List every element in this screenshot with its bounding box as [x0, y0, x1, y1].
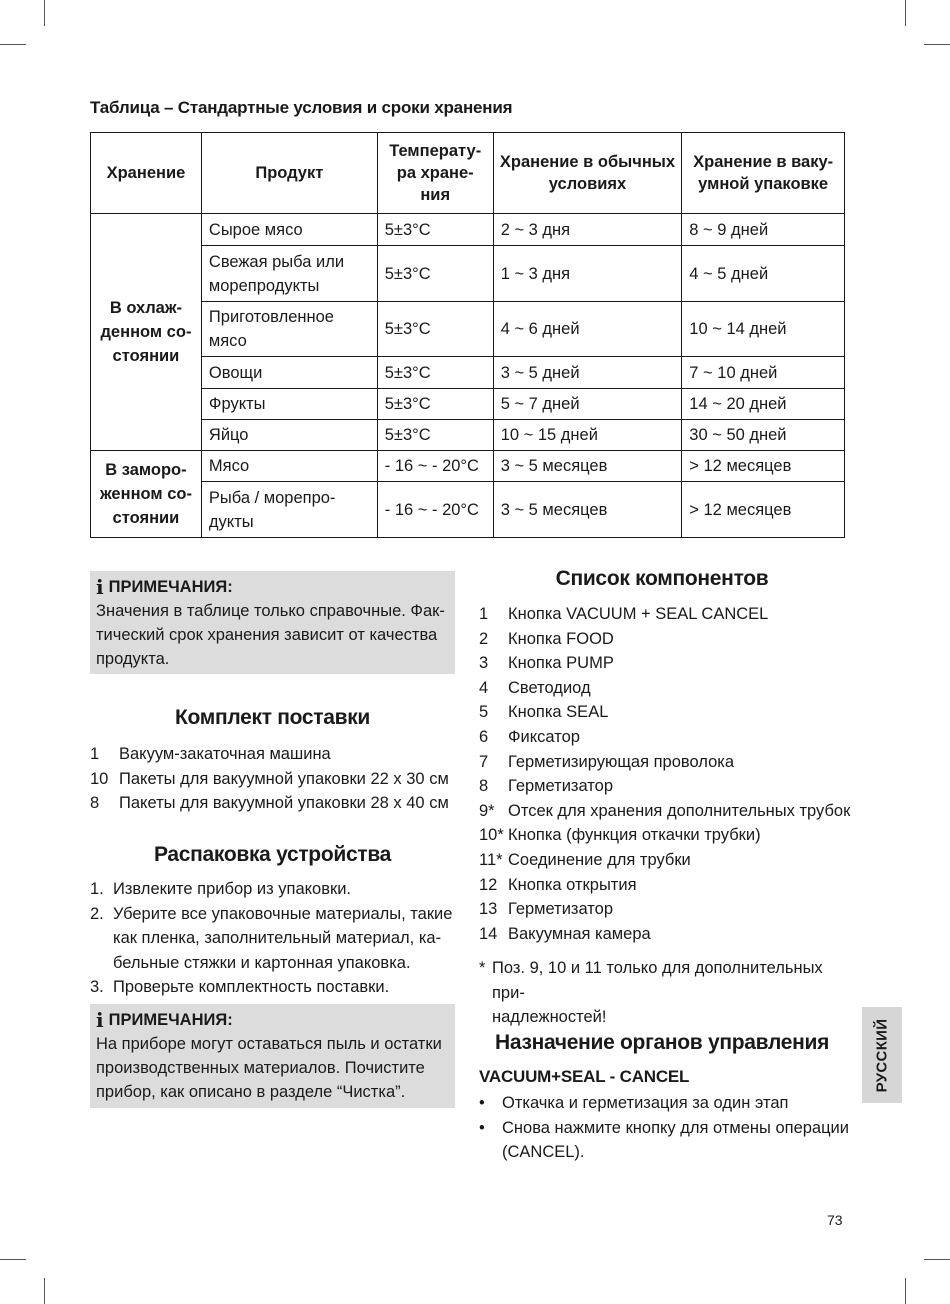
note-box	[90, 571, 455, 674]
cell-product: Свежая рыба или морепродукты	[201, 246, 377, 302]
cell-temp: 5±3°C	[377, 246, 493, 302]
list-item: 13 Герметизатор	[479, 900, 614, 919]
table-row	[91, 357, 845, 389]
cell-normal: 10 ~ 15 дней	[493, 420, 682, 451]
cell-vacuum: 8 ~ 9 дней	[682, 214, 845, 246]
crop-mark	[0, 1259, 26, 1260]
cell-product: Овощи	[201, 357, 377, 389]
list-item: 10* Кнопка (функция откачки трубки)	[479, 826, 761, 845]
cell-temp: 5±3°C	[377, 389, 493, 420]
section-title-unpacking: Распаковка устройства	[153, 843, 392, 866]
cell-product: Рыба / морепро- дукты	[201, 482, 377, 538]
crop-mark	[905, 1278, 906, 1304]
cell-vacuum: 4 ~ 5 дней	[682, 246, 845, 302]
header-product: Продукт	[201, 133, 377, 214]
list-item: 5 Кнопка SEAL	[479, 703, 609, 722]
cell-normal: 3 ~ 5 дней	[493, 357, 682, 389]
unpacking-list	[90, 877, 455, 1000]
list-item: 8 Пакеты для вакуумной упаковки 28 x 40 см	[90, 794, 449, 813]
cell-product: Сырое мясо	[201, 214, 377, 246]
list-item: 1. Извлеките прибор из упаковки.	[90, 880, 351, 898]
list-item: • Снова нажмите кнопку для отмены операции (CANCEL).	[479, 1118, 849, 1162]
group-chilled: В охлаж- денном со- стоянии	[91, 214, 202, 451]
group-frozen: В заморо- женном со- стоянии	[91, 451, 202, 538]
list-item: 2 Кнопка FOOD	[479, 629, 614, 648]
table-row	[91, 420, 845, 451]
section-title-components: Список компонентов	[555, 567, 769, 590]
cell-product: Мясо	[201, 451, 377, 482]
list-item: 9* Отсек для хранения дополнительных трубок	[479, 801, 851, 820]
components-list	[479, 602, 859, 946]
table-row	[91, 302, 845, 357]
cell-normal: 1 ~ 3 дня	[493, 246, 682, 302]
cell-temp: - 16 ~ - 20°C	[377, 482, 493, 538]
cell-vacuum: 10 ~ 14 дней	[682, 302, 845, 357]
note-heading	[96, 1008, 449, 1032]
list-item: 1 Кнопка VACUUM + SEAL CANCEL	[479, 605, 769, 623]
cell-vacuum: > 12 месяцев	[682, 451, 845, 482]
info-icon: i	[96, 575, 104, 599]
cell-temp: 5±3°C	[377, 302, 493, 357]
list-item: 12 Кнопка открытия	[479, 875, 637, 894]
storage-table	[90, 132, 845, 538]
cell-vacuum: 30 ~ 50 дней	[682, 420, 845, 451]
crop-mark	[44, 0, 45, 26]
list-item: 6 Фиксатор	[479, 727, 580, 746]
table-row	[91, 451, 845, 482]
note-heading	[96, 575, 449, 599]
note-box	[90, 1004, 455, 1108]
info-icon: i	[96, 1008, 104, 1032]
list-item: 3 Кнопка PUMP	[479, 654, 614, 673]
section-title-delivery: Комплект поставки	[174, 706, 371, 729]
list-item: 1 Вакуум-закаточная машина	[90, 745, 331, 763]
note-text: На приборе могут оставаться пыль и остатки производственных материалов. Почистите прибор, как описано в разделе “Чистка”.	[96, 1035, 442, 1101]
cell-normal: 4 ~ 6 дней	[493, 302, 682, 357]
list-item: 7 Герметизирующая проволока	[479, 752, 735, 771]
header-temperature: Температу- ра хране- ния	[377, 133, 493, 214]
language-tab	[862, 1007, 902, 1103]
crop-mark	[0, 44, 26, 45]
list-item: 14 Вакуумная камера	[479, 924, 651, 943]
controls-bullets	[479, 1091, 854, 1165]
delivery-list	[90, 742, 455, 816]
table-row	[91, 389, 845, 420]
cell-normal: 3 ~ 5 месяцев	[493, 482, 682, 538]
table-title: Таблица – Стандартные условия и сроки хранения	[90, 98, 513, 117]
cell-vacuum: > 12 месяцев	[682, 482, 845, 538]
list-item: 11* Соединение для трубки	[479, 850, 691, 869]
cell-temp: 5±3°C	[377, 420, 493, 451]
components-footnote	[479, 956, 849, 1030]
header-vacuum: Хранение в ваку- умной упаковке	[682, 133, 845, 214]
footnote: * Поз. 9, 10 и 11 только для дополнительных при- надлежностей!	[479, 959, 823, 1027]
crop-mark	[44, 1278, 45, 1304]
note-title: ПРИМЕЧАНИЯ:	[108, 578, 233, 596]
list-item: 8 Герметизатор	[479, 777, 614, 796]
cell-temp: 5±3°C	[377, 214, 493, 246]
crop-mark	[924, 1259, 950, 1260]
crop-mark	[924, 44, 950, 45]
table-row	[91, 214, 845, 246]
section-title-controls: Назначение органов управления	[494, 1031, 830, 1054]
cell-product: Приготовленное мясо	[201, 302, 377, 357]
cell-temp: 5±3°C	[377, 357, 493, 389]
cell-vacuum: 7 ~ 10 дней	[682, 357, 845, 389]
cell-normal: 2 ~ 3 дня	[493, 214, 682, 246]
header-storage: Хранение	[91, 133, 202, 214]
table-row	[91, 246, 845, 302]
cell-vacuum: 14 ~ 20 дней	[682, 389, 845, 420]
list-item: 2. Уберите все упаковочные материалы, такие как пленка, заполнительный материал, ка- бельные стяжки и картонная упаковка.	[90, 904, 453, 972]
cell-product: Фрукты	[201, 389, 377, 420]
list-item: 3. Проверьте комплектность поставки.	[90, 978, 390, 997]
list-item: • Откачка и герметизация за один этап	[479, 1094, 789, 1112]
cell-normal: 5 ~ 7 дней	[493, 389, 682, 420]
language-tab-label: РУССКИЙ	[873, 1018, 891, 1092]
cell-temp: - 16 ~ - 20°C	[377, 451, 493, 482]
header-normal: Хранение в обычных условиях	[493, 133, 682, 214]
cell-product: Яйцо	[201, 420, 377, 451]
crop-mark	[905, 0, 906, 26]
page-number: 73	[827, 1212, 843, 1228]
cell-normal: 3 ~ 5 месяцев	[493, 451, 682, 482]
list-item: 4 Светодиод	[479, 678, 591, 697]
table-row	[91, 482, 845, 538]
controls-subtitle: VACUUM+SEAL - CANCEL	[479, 1067, 690, 1086]
note-text: Значения в таблице только справочные. Фак- тический срок хранения зависит от качества продукта.	[96, 602, 445, 668]
list-item: 10 Пакеты для вакуумной упаковки 22 x 30 см	[90, 769, 449, 788]
note-title: ПРИМЕЧАНИЯ:	[108, 1011, 233, 1029]
